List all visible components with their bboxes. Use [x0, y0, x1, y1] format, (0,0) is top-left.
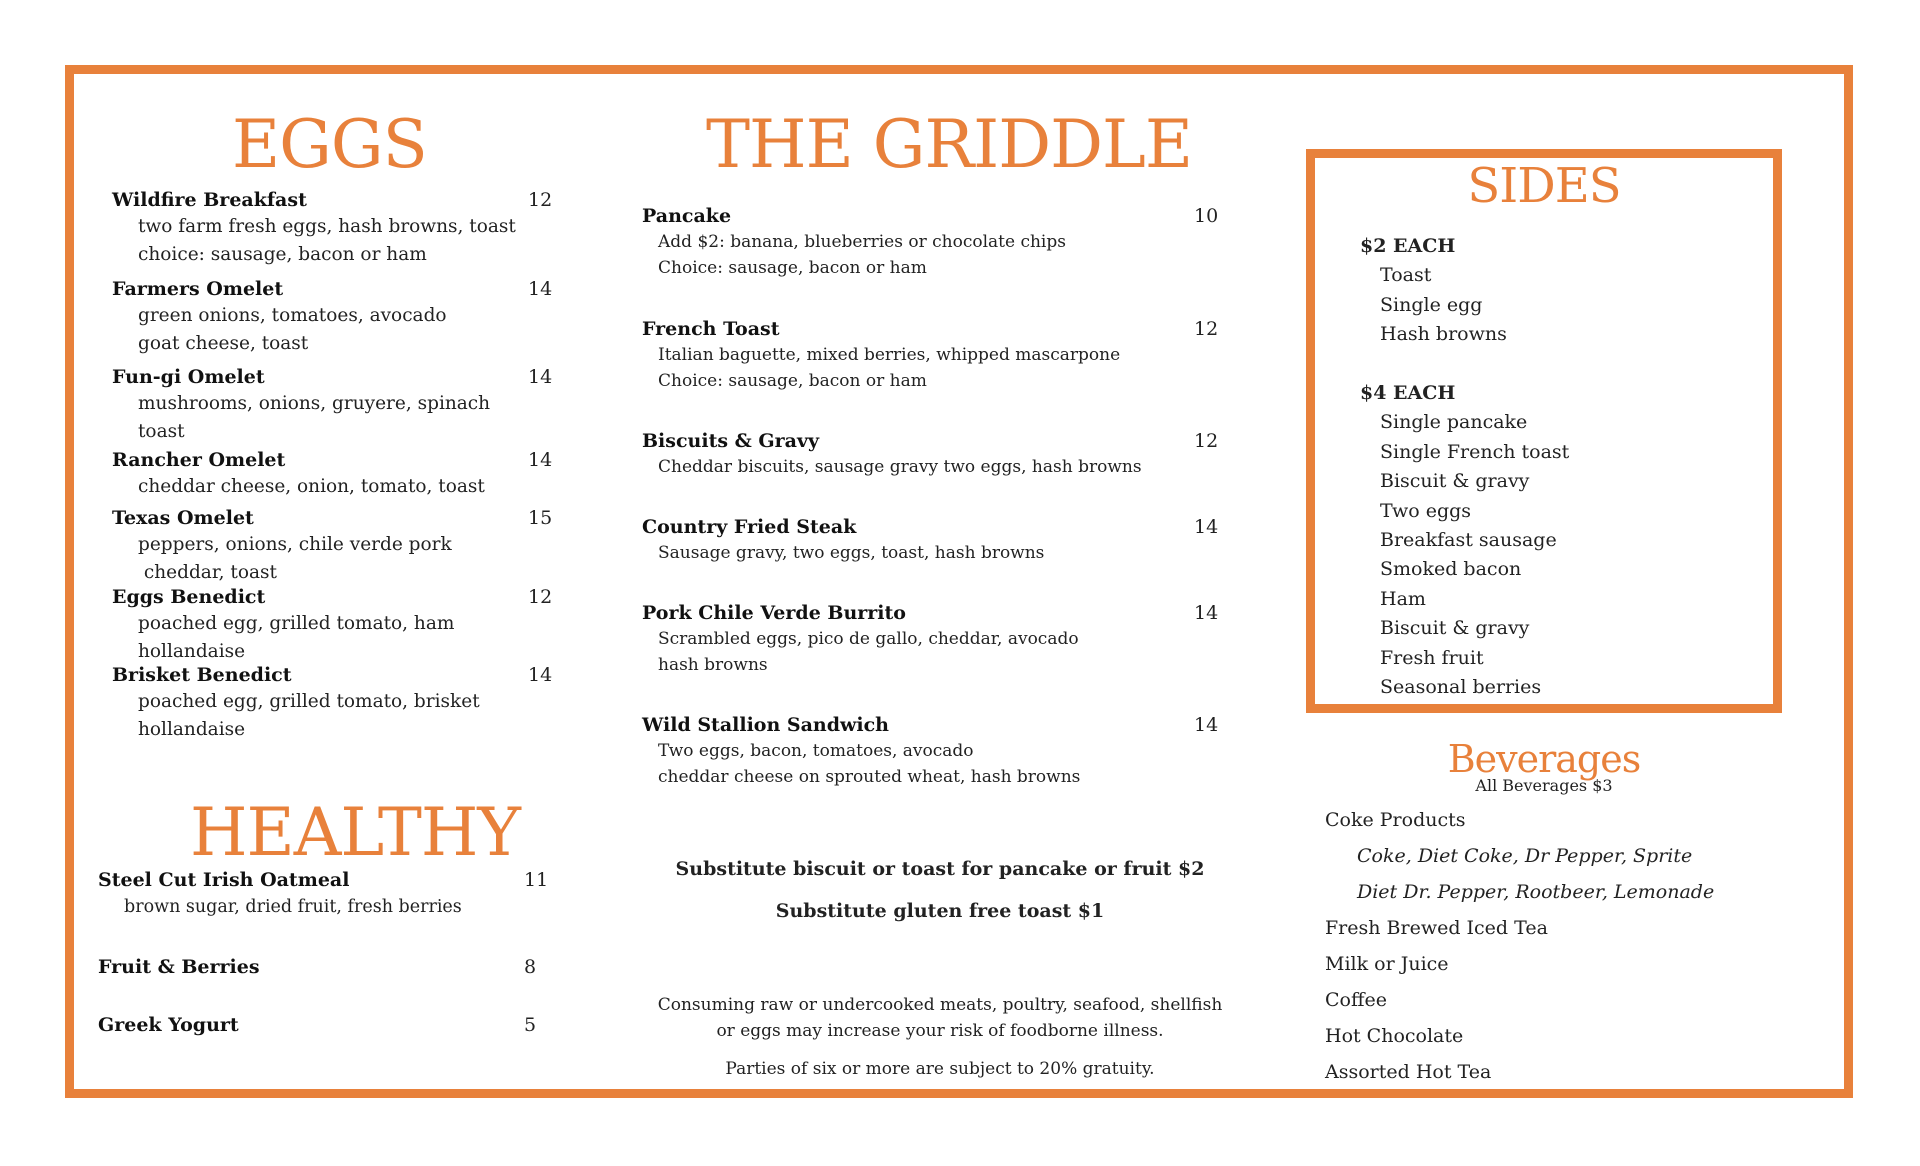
menu-item-name: Wildfire Breakfast — [112, 189, 307, 211]
griddle-heading: THE GRIDDLE — [706, 106, 1193, 183]
menu-item-name: Pancake — [642, 205, 732, 227]
menu-item — [112, 276, 562, 358]
menu-item-description: green onions, tomatoes, avocado — [138, 305, 447, 326]
menu-item-name: Fruit & Berries — [98, 956, 260, 978]
menu-item-name: Steel Cut Irish Oatmeal — [98, 869, 350, 891]
menu-item — [112, 447, 562, 501]
menu-item-description: mushrooms, onions, gruyere, spinach — [138, 393, 491, 414]
menu-item-name: Pork Chile Verde Burrito — [642, 602, 906, 624]
beverage-item: Assorted Hot Tea — [1325, 1061, 1492, 1083]
beverage-item: Coke, Diet Coke, Dr Pepper, Sprite — [1357, 845, 1693, 867]
menu-item-price: 12 — [528, 586, 553, 608]
menu-item-price: 14 — [1194, 714, 1219, 736]
menu-item-description: hollandaise — [138, 641, 246, 662]
menu-item — [112, 364, 562, 446]
menu-item-description: choice: sausage, bacon or ham — [138, 244, 427, 265]
beverage-item: Fresh Brewed Iced Tea — [1325, 917, 1548, 939]
menu-item-price: 10 — [1194, 205, 1219, 227]
side-item: Biscuit & gravy — [1380, 470, 1530, 493]
substitute-note-2: Substitute gluten free toast $1 — [775, 900, 1105, 922]
substitute-note-1: Substitute biscuit or toast for pancake or fruit $2 — [675, 858, 1205, 880]
menu-item — [642, 203, 1222, 281]
menu-item — [642, 316, 1222, 394]
menu-item-description: two farm fresh eggs, hash browns, toast — [138, 216, 516, 237]
menu-item-price: 8 — [524, 956, 537, 978]
side-item: Breakfast sausage — [1380, 529, 1557, 552]
side-item: Single egg — [1380, 293, 1483, 316]
menu-item — [98, 867, 548, 921]
menu-item-name: Texas Omelet — [112, 507, 254, 529]
menu-item-description: Scrambled eggs, pico de gallo, cheddar, avocado — [658, 629, 1079, 649]
menu-item-name: French Toast — [642, 318, 780, 340]
menu-item-price: 14 — [528, 366, 553, 388]
menu-item — [112, 187, 562, 269]
menu-item-description: poached egg, grilled tomato, brisket — [138, 691, 480, 712]
beverage-item: Hot Chocolate — [1325, 1025, 1464, 1047]
menu-item-description: hash browns — [658, 655, 768, 675]
beverage-item: Milk or Juice — [1325, 953, 1449, 975]
menu-item-price: 14 — [1194, 516, 1219, 538]
menu-item-description: cheddar cheese, onion, tomato, toast — [138, 476, 485, 497]
menu-item-name: Biscuits & Gravy — [642, 430, 820, 452]
sides-group-2-dollar — [1360, 232, 1507, 350]
beverages-subheading: All Beverages $3 — [1475, 776, 1613, 795]
gratuity-note: Parties of six or more are subject to 20% gratuity. — [725, 1059, 1155, 1079]
menu-item-name: Rancher Omelet — [112, 449, 286, 471]
menu-item — [642, 712, 1222, 790]
menu-item-description: Choice: sausage, bacon or ham — [658, 371, 927, 391]
menu-item-description: Add $2: banana, blueberries or chocolate chips — [658, 232, 1066, 252]
side-item: Toast — [1380, 264, 1432, 287]
menu-item-description: Choice: sausage, bacon or ham — [658, 258, 927, 278]
menu-item-name: Farmers Omelet — [112, 278, 284, 300]
side-item: Seasonal berries — [1380, 676, 1542, 699]
menu-item-name: Greek Yogurt — [98, 1014, 239, 1036]
menu-item-name: Wild Stallion Sandwich — [642, 714, 889, 736]
menu-item-description: cheddar, toast — [138, 562, 277, 583]
sides-heading: SIDES — [1467, 158, 1621, 214]
menu-item — [98, 1012, 548, 1038]
menu-item — [112, 505, 562, 587]
menu-item-description: peppers, onions, chile verde pork — [138, 534, 452, 555]
menu-item-name: Fun-gi Omelet — [112, 366, 265, 388]
menu-item — [112, 662, 562, 744]
beverage-item: Coffee — [1325, 989, 1387, 1011]
menu-item-price: 15 — [528, 507, 553, 529]
sides-group-4-dollar — [1360, 379, 1569, 702]
menu-item-description: goat cheese, toast — [138, 333, 309, 354]
menu-item-price: 5 — [524, 1014, 537, 1036]
beverage-item: Coke Products — [1325, 809, 1466, 831]
menu-item — [642, 600, 1222, 678]
eggs-heading: EGGS — [232, 106, 427, 183]
menu-item — [642, 514, 1222, 566]
menu-item-name: Brisket Benedict — [112, 664, 292, 686]
menu-item-description: Italian baguette, mixed berries, whipped mascarpone — [658, 345, 1121, 365]
menu-item-description: poached egg, grilled tomato, ham — [138, 613, 455, 634]
side-item: Two eggs — [1380, 499, 1472, 522]
menu-item-description: Cheddar biscuits, sausage gravy two eggs, hash browns — [658, 457, 1142, 477]
side-item: Single French toast — [1380, 440, 1570, 463]
menu-item-description: hollandaise — [138, 719, 246, 740]
menu-item-price: 12 — [528, 189, 553, 211]
menu-item-description: toast — [138, 421, 185, 442]
side-item: Smoked bacon — [1380, 558, 1522, 581]
sides-group-title: $4 EACH — [1360, 382, 1456, 404]
menu-item — [112, 584, 562, 666]
beverages-heading: Beverages — [1447, 737, 1641, 781]
menu-item-price: 14 — [1194, 602, 1219, 624]
menu-item — [642, 428, 1222, 480]
menu-item-name: Country Fried Steak — [642, 516, 857, 538]
sides-group-title: $2 EACH — [1360, 235, 1456, 257]
side-item: Fresh fruit — [1380, 646, 1484, 669]
raw-food-warning-2: or eggs may increase your risk of foodborne illness. — [716, 1021, 1164, 1041]
side-item: Biscuit & gravy — [1380, 617, 1530, 640]
side-item: Ham — [1380, 587, 1426, 610]
menu-item-price: 14 — [528, 278, 553, 300]
menu-item-name: Eggs Benedict — [112, 586, 266, 608]
menu-item-description: brown sugar, dried fruit, fresh berries — [124, 897, 462, 917]
menu-item-price: 12 — [1194, 430, 1219, 452]
menu-item-description: Sausage gravy, two eggs, toast, hash browns — [658, 543, 1045, 563]
menu-item-price: 12 — [1194, 318, 1219, 340]
raw-food-warning-1: Consuming raw or undercooked meats, poultry, seafood, shellfish — [657, 995, 1223, 1015]
healthy-heading: HEALTHY — [190, 794, 520, 871]
menu-item-description: cheddar cheese on sprouted wheat, hash browns — [658, 767, 1081, 787]
menu-item-price: 11 — [524, 869, 549, 891]
menu-item-price: 14 — [528, 449, 553, 471]
menu-item-price: 14 — [528, 664, 553, 686]
menu-item-description: Two eggs, bacon, tomatoes, avocado — [658, 741, 974, 761]
side-item: Hash browns — [1380, 323, 1507, 346]
beverage-item: Diet Dr. Pepper, Rootbeer, Lemonade — [1357, 881, 1715, 903]
menu-item — [98, 954, 548, 980]
side-item: Single pancake — [1380, 411, 1528, 434]
